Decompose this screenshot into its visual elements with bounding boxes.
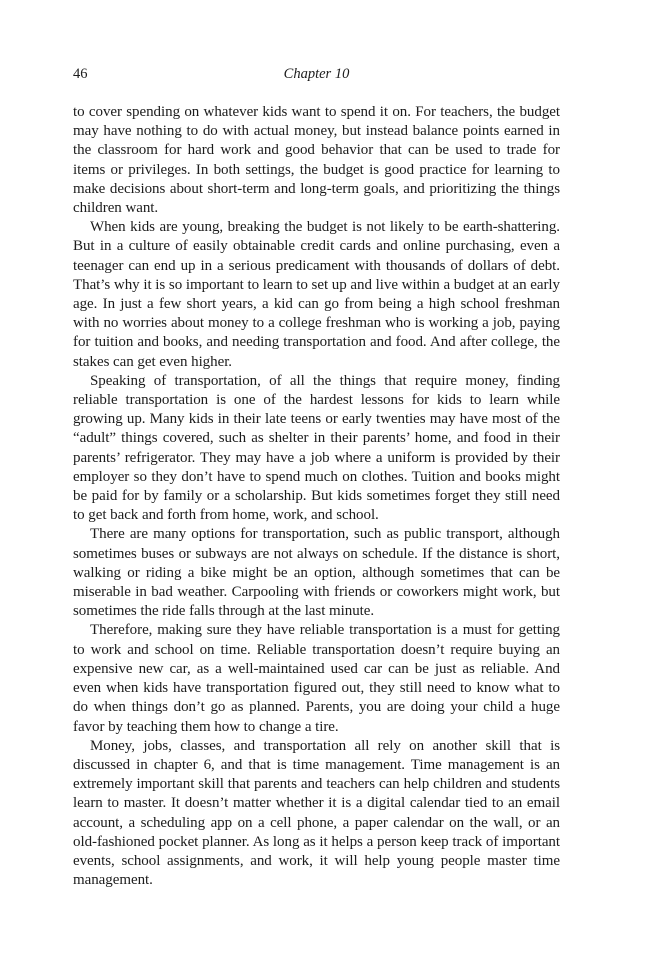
paragraph: Speaking of transportation, of all the things that require money, finding reliable transportation is one of the hardest lessons for kids to learn while growing up. Many kids in their late teens or early twenties may have most of the “adult” things covered, such as shelter in their parents’ home, and food in their parents’ refrigerator. They may have a job where a uniform is provided by their employer so they don’t have to spend much on clothes. Tuition and books might be paid for by family or a scholarship. But kids sometimes forget they still need to get back and forth from home, work, and school. <box>73 372 560 524</box>
paragraph-continued: to cover spending on whatever kids want to spend it on. For teachers, the budget may have nothing to do with actual money, but instead balance points earned in the classroom for hard work and good behavior that can be used to trade for items or privileges. In both settings, the budget is good practice for learning to make decisions about short-term and long-term goals, and prioritizing the things children want. <box>73 104 560 217</box>
paragraph: When kids are young, breaking the budget is not likely to be earth-shattering. But in a culture of easily obtainable credit cards and online purchasing, even a teenager can end up in a serious predicament with thousands of dollars of debt. That’s why it is so important to learn to set up and live within a budget at an early age. In just a few short years, a kid can go from being a high school freshman with no worries about money to a college freshman who is working a job, paying for tuition and books, and needing transportation and food. And after college, the stakes can get even higher. <box>73 219 560 370</box>
chapter-title: Chapter 10 <box>283 66 350 82</box>
book-page <box>73 66 560 890</box>
running-head <box>73 66 560 88</box>
paragraph: Therefore, making sure they have reliable transportation is a must for getting to work and school on time. Reliable transportation doesn’t require buying an expensive new car, as a well-maintained used car can be just as reliable. And even when kids have transportation figured out, they still need to know what to do when things don’t go as planned. Parents, you are doing your child a huge favor by teaching them how to change a tire. <box>73 622 560 735</box>
body-text <box>73 103 560 890</box>
paragraph: Money, jobs, classes, and transportation all rely on another skill that is discussed in chapter 6, and that is time management. Time management is an extremely important skill that parents and teachers can help children and students learn to master. It doesn’t matter whether it is a digital calendar tied to an email account, a scheduling app on a cell phone, a paper calendar on the wall, or an old-fashioned pocket planner. As long as it helps a person keep track of important events, school assignments, and work, it will help young people master time management. <box>73 737 560 889</box>
page-number: 46 <box>73 66 88 82</box>
paragraph: There are many options for transportation, such as public transport, although sometimes buses or subways are not always on schedule. If the distance is short, walking or riding a bike might be an option, although sometimes that can be miserable in bad weather. Carpooling with friends or coworkers might work, but sometimes the ride falls through at the last minute. <box>73 526 560 620</box>
